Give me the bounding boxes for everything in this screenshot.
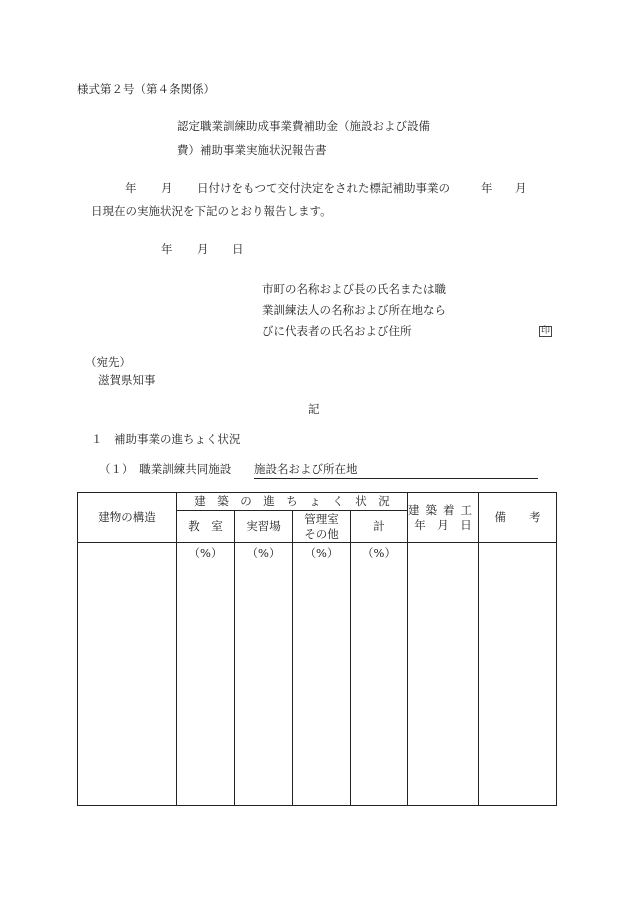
- date-month-label: 月: [197, 242, 209, 256]
- applicant-line3: びに代表者の氏名および住所: [262, 324, 412, 338]
- progress-table: [77, 492, 557, 806]
- subheader-admin-line2: その他: [304, 526, 339, 541]
- header-construction-start-line1: 建築着工: [408, 503, 478, 518]
- header-notes: 備 考: [479, 493, 557, 543]
- subheader-total: 計: [351, 511, 408, 543]
- cell-total-pct: （%）: [351, 543, 408, 806]
- applicant-line2: 業訓練法人の名称および所在地なら: [262, 303, 446, 317]
- body-month-label: 月: [161, 181, 173, 195]
- header-construction-start: [408, 493, 479, 543]
- subheader-admin-line1: 管理室: [304, 512, 339, 527]
- cell-admin-pct: （%）: [293, 543, 351, 806]
- header-building-structure: 建物の構造: [78, 493, 177, 543]
- date-day-label: 日: [232, 242, 244, 256]
- cell-construction-start: [408, 543, 479, 806]
- subheader-admin-other: [293, 511, 351, 543]
- addressee-label: （宛先）: [85, 355, 131, 369]
- facility-subheading: （１） 職業訓練共同施設: [99, 462, 232, 476]
- subheader-workshop: 実習場: [235, 511, 293, 543]
- section-heading: １ 補助事業の進ちょく状況: [91, 432, 241, 446]
- subheader-classroom: 教 室: [177, 511, 235, 543]
- header-construction-start-line2: 年 月 日: [414, 517, 472, 532]
- addressee-name: 滋賀県知事: [98, 373, 156, 387]
- body-month2-label: 月: [515, 181, 527, 195]
- applicant-line1: 市町の名称および長の氏名または職: [262, 282, 446, 296]
- ki-marker: 記: [308, 402, 320, 416]
- body-year2-label: 年: [481, 181, 493, 195]
- form-number: 様式第２号（第４条関係）: [77, 82, 215, 96]
- cell-workshop-pct: （%）: [235, 543, 293, 806]
- cell-building-structure: [78, 543, 177, 806]
- seal-mark: 印: [541, 326, 551, 336]
- body-year-label: 年: [125, 181, 137, 195]
- facility-name-field: 施設名および所在地: [254, 464, 538, 479]
- body-decision-text: 日付けをもつて交付決定をされた標記補助事業の: [197, 181, 450, 195]
- body-report-text: 日現在の実施状況を下記のとおり報告します。: [91, 204, 332, 218]
- document-title-line2: 費）補助事業実施状況報告書: [177, 143, 327, 157]
- cell-notes: [479, 543, 557, 806]
- cell-classroom-pct: （%）: [177, 543, 235, 806]
- date-year-label: 年: [161, 242, 173, 256]
- document-title-line1: 認定職業訓練助成事業費補助金（施設および設備: [177, 119, 430, 133]
- header-construction-progress: 建 築 の 進 ち ょ く 状 況: [177, 493, 408, 511]
